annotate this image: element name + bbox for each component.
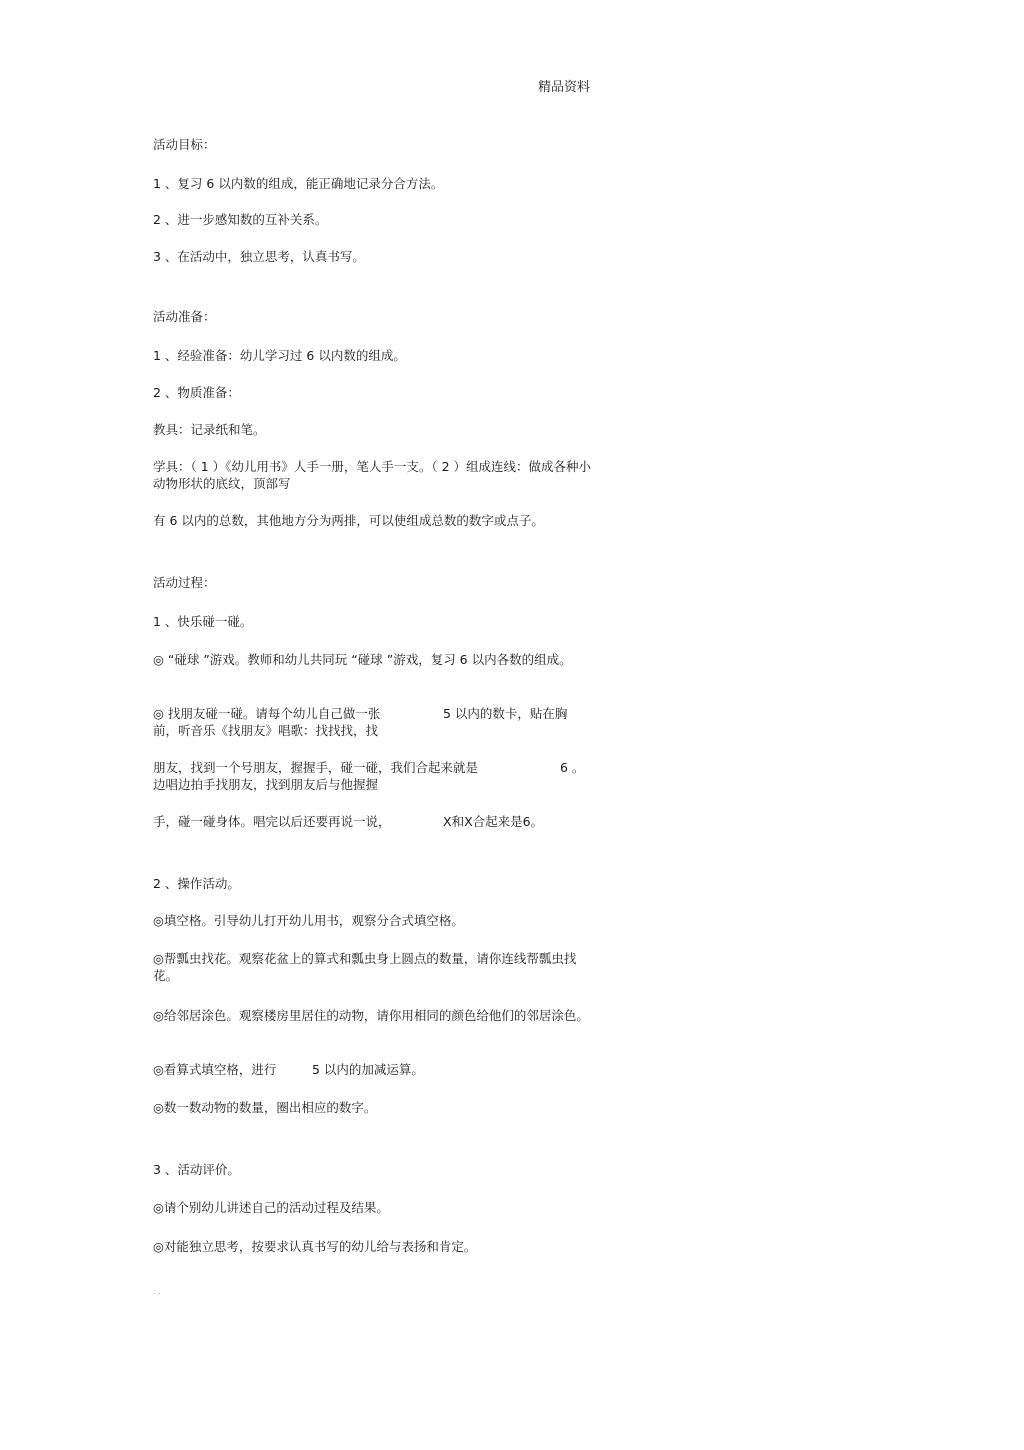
footer-mark: . .: [153, 1287, 161, 1296]
process-item-5b: X和X合起来是6。: [443, 814, 544, 829]
goal-item-3: 3 、在活动中，独立思考，认真书写。: [153, 249, 365, 264]
section-title-operation: 2 、操作活动。: [153, 876, 240, 891]
process-item-4a: 朋友，找到一个号朋友，握握手，碰一碰，我们合起来就是: [153, 760, 479, 775]
goal-item-2: 2 、进一步感知数的互补关系。: [153, 212, 328, 227]
process-item-5a: 手，碰一碰身体。唱完以后还要再说一说，: [153, 814, 391, 829]
evaluation-item-2: ◎对能独立思考，按要求认真书写的幼儿给与表扬和肯定。: [153, 1239, 477, 1254]
evaluation-item-1: ◎请个别幼儿讲述自己的活动过程及结果。: [153, 1200, 389, 1215]
prep-item-5: 有 6 以内的总数，其他地方分为两排，可以使组成总数的数字或点子。: [153, 513, 544, 528]
operation-item-5: ◎数一数动物的数量，圈出相应的数字。: [153, 1100, 377, 1115]
process-item-3a: ◎ 找朋友碰一碰。请每个幼儿自己做一张: [153, 706, 381, 721]
section-title-evaluation: 3 、活动评价。: [153, 1162, 240, 1177]
process-item-3c: 前，听音乐《找朋友》唱歌：找找找，找: [153, 723, 379, 738]
operation-item-3: ◎给邻居涂色。观察楼房里居住的动物，请你用相同的颜色给他们的邻居涂色。: [153, 1008, 589, 1023]
prep-item-1: 1 、经验准备：幼儿学习过 6 以内数的组成。: [153, 348, 406, 363]
section-title-goals: 活动目标：: [153, 137, 216, 152]
prep-item-3: 教具：记录纸和笔。: [153, 422, 266, 437]
goal-item-1: 1 、复习 6 以内数的组成，能正确地记录分合方法。: [153, 176, 444, 191]
operation-item-4b: 5 以内的加减运算。: [312, 1062, 424, 1077]
prep-item-2: 2 、物质准备：: [153, 385, 240, 400]
operation-item-4a: ◎看算式填空格，进行: [153, 1062, 277, 1077]
operation-item-2: ◎帮瓢虫找花。观察花盆上的算式和瓢虫身上圆点的数量，请你连线帮瓢虫找花。: [153, 951, 577, 983]
page-header: 精品资料: [538, 80, 591, 95]
section-title-prep: 活动准备：: [153, 309, 216, 324]
operation-item-1: ◎填空格。引导幼儿打开幼儿用书，观察分合式填空格。: [153, 913, 464, 928]
section-title-process: 活动过程：: [153, 575, 216, 590]
process-item-2: ◎ “碰球 ”游戏。教师和幼儿共同玩 “碰球 ”游戏，复习 6 以内各数的组成。: [153, 652, 572, 667]
process-item-1: 1 、快乐碰一碰。: [153, 614, 253, 629]
process-item-4b: 6 。: [560, 760, 585, 775]
process-item-3b: 5 以内的数卡，贴在胸: [443, 706, 568, 721]
process-item-4c: 边唱边拍手找朋友，找到朋友后与他握握: [153, 777, 379, 792]
prep-item-4: 学具：（ 1 ）《幼儿用书》人手一册，笔人手一支。（ 2 ）组成连线：做成各种小动物形状的底纹，顶部写: [153, 459, 592, 491]
